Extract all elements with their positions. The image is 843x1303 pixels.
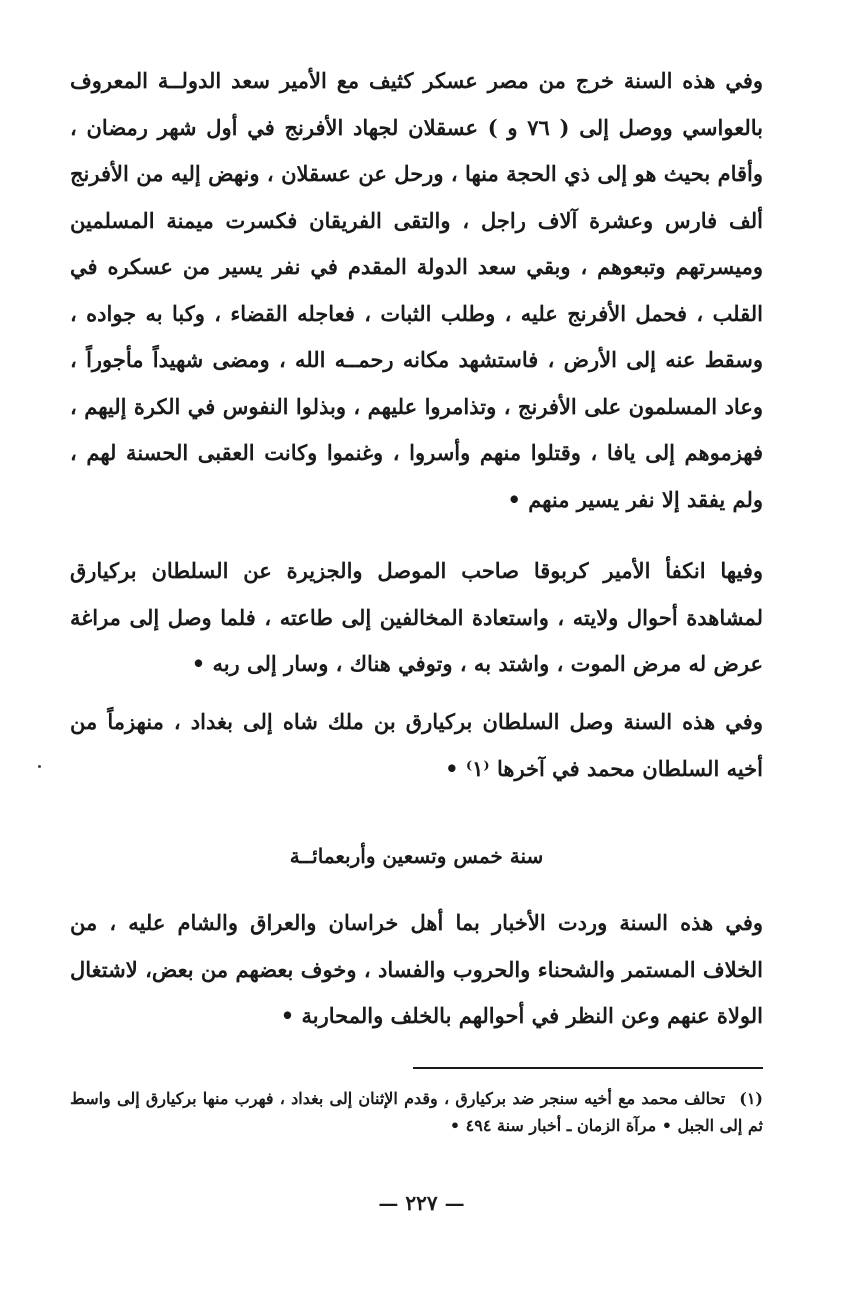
paragraph-4: وفي هذه السنة وردت الأخبار بما أهل خراسان والعراق والشام عليه ، من الخلاف المستمر والشحناء والحروب والفساد ، وخوف بعضهم من بعض، لاشتغال الولاة عنهم وعن النظر في أحوالهم بالخلف والمحاربة • [70, 910, 763, 1028]
footnote-text: تحالف محمد مع أخيه سنجر ضد بركيارق ، وقدم الإثنان إلى بغداد ، فهرب منها بركيارق إلى واسط ثم إلى الجبل • مرآة الزمان ـ أخبار سنة ٤٩٤ • [70, 1089, 763, 1135]
paragraph-1: وفي هذه السنة خرج من مصر عسكر كثيف مع الأمير سعد الدولــة المعروف بالعواسي ووصل إلى ( ٧٦ و ) عسقلان لجهاد الأفرنج في أول شهر رمضان ، وأقام بحيث هو إلى ذي الحجة منها ، ورحل عن عسقلان ، ونهض إليه من الأفرنج ألف فارس وعشرة آلاف راجل ، والتقى الفريقان فكسرت ميمنة المسلمين وميسرتهم وتبعوهم ، وبقي سعد الدولة المقدم في نفر يسير من عسكره في القلب ، فحمل الأفرنج عليه ، وطلب الثبات ، فعاجله القضاء ، وكبا به جواده ، وسقط عنه إلى الأرض ، فاستشهد مكانه رحمــه الله ، ومضى شهيداً مأجوراً ، وعاد المسلمون على الأفرنج ، وتذامروا عليهم ، وبذلوا النفوس في الكرة إليهم ، فهزموهم إلى يافا ، وقتلوا منهم وأسروا ، وغنموا وكانت العقبى الحسنة لهم ، ولم يفقد إلا نفر يسير منهم • [70, 68, 763, 512]
paragraph-3: وفي هذه السنة وصل السلطان بركيارق بن ملك شاه إلى بغداد ، منهزماً من أخيه السلطان محمد في آخرها ⁽١⁾ • [70, 709, 763, 781]
footnote-separator [413, 1067, 763, 1069]
scan-speck [38, 765, 41, 768]
page-number: — ٢٢٧ — [378, 1191, 465, 1215]
paragraph-2: وفيها انكفأ الأمير كربوقا صاحب الموصل والجزيرة عن السلطان بركيارق لمشاهدة أحوال ولايته ، واستعادة المخالفين إلى طاعته ، فلما وصل إلى مراغة عرض له مرض الموت ، واشتد به ، وتوفي هناك ، وسار إلى ربه • [70, 558, 763, 676]
section-heading: سنة خمس وتسعين وأربعمائــة [289, 844, 544, 868]
footnote-marker: (١) [739, 1089, 763, 1108]
footnote [70, 1085, 763, 1139]
